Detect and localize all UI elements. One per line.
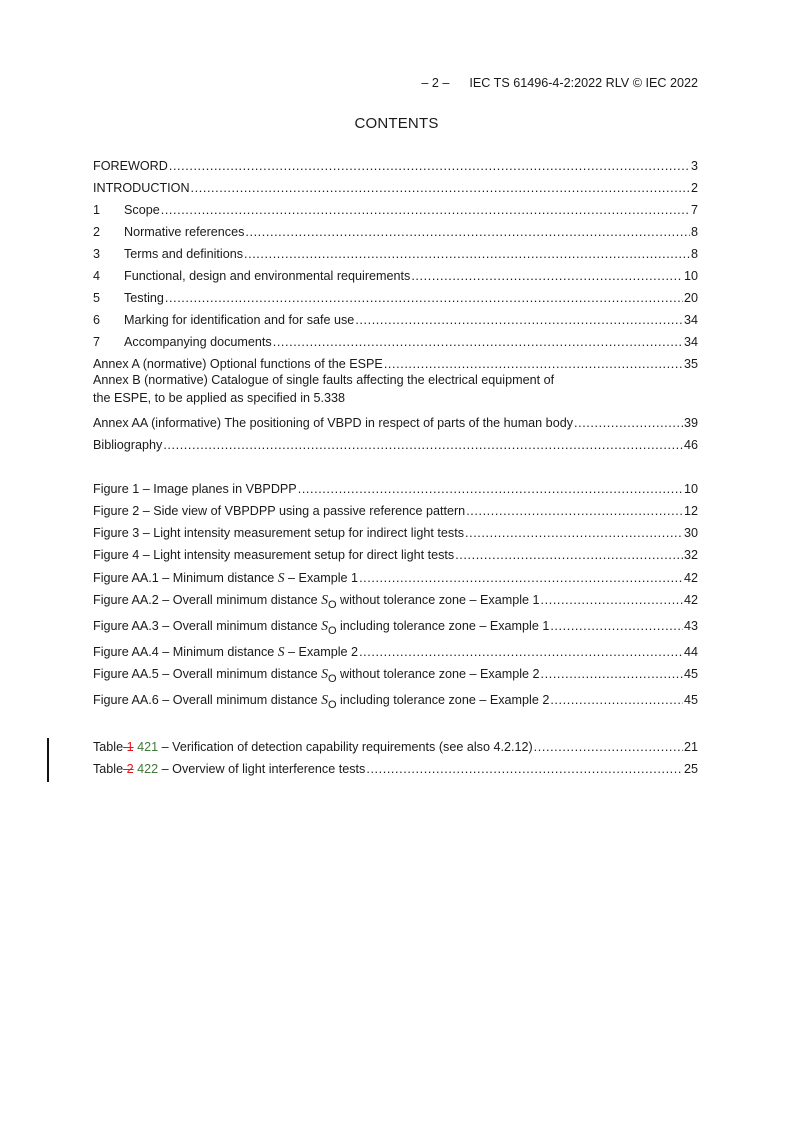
deleted-number: 1	[123, 740, 134, 754]
title-text: – Example 1	[284, 571, 359, 585]
page-ref: 8	[690, 247, 698, 261]
entry-title: Scope	[124, 203, 160, 217]
dot-leader	[534, 740, 683, 755]
title-text: – Overview of light interference tests	[158, 762, 366, 776]
page-ref: 3	[690, 159, 698, 173]
page-ref: 46	[683, 438, 698, 452]
page-ref: 42	[683, 593, 698, 607]
page-ref: 12	[683, 504, 698, 518]
dot-leader	[273, 335, 683, 350]
dot-leader	[411, 269, 683, 284]
figure-entry[interactable]	[93, 548, 698, 563]
title-text: Figure 1 – Image planes in VBPDPP	[93, 482, 297, 496]
page-ref: 38	[331, 391, 346, 405]
toc-entry[interactable]	[93, 438, 698, 453]
figure-entry[interactable]	[93, 618, 698, 635]
dot-leader	[455, 548, 683, 563]
page-ref: 7	[690, 203, 698, 217]
entry-title	[93, 666, 540, 683]
entry-title	[93, 504, 465, 519]
symbol-subscript: O	[327, 699, 337, 711]
toc-entry[interactable]	[93, 181, 698, 196]
figure-entry[interactable]	[93, 692, 698, 709]
title-text: Figure AA.6 – Overall minimum distance	[93, 693, 322, 707]
entry-title	[93, 644, 358, 660]
toc-entry[interactable]	[93, 159, 698, 174]
dot-leader	[163, 438, 683, 453]
dot-leader	[355, 313, 683, 328]
dot-leader	[161, 203, 690, 218]
clause-number: 2	[93, 225, 101, 239]
symbol: S	[321, 666, 328, 681]
clause-number: 1	[93, 203, 101, 217]
symbol-subscript: O	[327, 625, 337, 637]
title-text: without tolerance zone – Example 1	[336, 593, 540, 607]
dot-leader	[541, 593, 683, 608]
title-text: – Verification of detection capability requirements (see also 4.2.12)	[158, 740, 533, 754]
dot-leader	[359, 645, 683, 660]
dot-leader	[165, 291, 683, 306]
document-id: IEC TS 61496-4-2:2022 RLV © IEC 2022	[469, 76, 698, 90]
page-ref: 34	[683, 335, 698, 349]
page-ref: 10	[683, 269, 698, 283]
clause-number: 4	[93, 269, 101, 283]
clause-number: 6	[93, 313, 101, 327]
page-header	[421, 76, 698, 90]
table-word: Table	[93, 762, 124, 776]
page-ref: 2	[690, 181, 698, 195]
entry-title: Annex AA (informative) The positioning of VBPD in respect of parts of the human body	[93, 416, 573, 430]
toc-entry[interactable]	[93, 225, 698, 240]
clause-number: 7	[93, 335, 101, 349]
page-ref: 34	[683, 313, 698, 327]
symbol: S	[277, 570, 285, 585]
dot-leader	[550, 693, 683, 708]
dot-leader	[366, 762, 683, 777]
entry-title: Normative references	[124, 225, 245, 239]
toc-entry[interactable]	[93, 203, 698, 218]
inserted-number: 421	[133, 740, 159, 754]
toc-entry[interactable]	[93, 291, 698, 306]
page-number: – 2 –	[421, 76, 450, 90]
page-ref: 21	[683, 740, 698, 754]
title-text: Figure AA.3 – Overall minimum distance	[93, 619, 322, 633]
toc-entry[interactable]	[93, 335, 698, 350]
entry-title	[93, 618, 549, 635]
entry-title: Testing	[124, 291, 164, 305]
entry-title: INTRODUCTION	[93, 181, 190, 195]
clause-number: 3	[93, 247, 101, 261]
contents-title: CONTENTS	[354, 115, 439, 132]
page-ref: 25	[683, 762, 698, 776]
entry-title	[93, 526, 464, 541]
dot-leader	[574, 416, 683, 431]
entry-title	[93, 692, 549, 709]
entry-title	[93, 592, 540, 609]
title-text: including tolerance zone – Example 2	[336, 693, 550, 707]
figure-entry[interactable]	[93, 666, 698, 683]
dot-leader	[359, 571, 683, 586]
dot-leader	[465, 526, 683, 541]
figure-entry[interactable]	[93, 644, 698, 660]
entry-title: Accompanying documents	[124, 335, 272, 349]
title-text: Figure AA.2 – Overall minimum distance	[93, 593, 322, 607]
dot-leader	[244, 247, 690, 262]
symbol-subscript: O	[327, 599, 337, 611]
dot-leader	[298, 482, 683, 497]
entry-title	[93, 740, 533, 755]
dot-leader	[384, 357, 683, 372]
symbol: S	[321, 692, 328, 707]
figure-entry[interactable]	[93, 526, 698, 541]
entry-title	[93, 570, 358, 586]
title-text: Figure AA.4 – Minimum distance	[93, 645, 278, 659]
page-ref: 30	[683, 526, 698, 540]
dot-leader	[169, 159, 690, 174]
dot-leader	[466, 504, 683, 519]
symbol-subscript: O	[327, 673, 337, 685]
entry-title-line1: Annex B (normative) Catalogue of single faults affecting the electrical equipment of	[93, 373, 555, 387]
title-text: Figure 4 – Light intensity measurement setup for direct light tests	[93, 548, 455, 562]
dot-leader	[245, 225, 690, 240]
title-text: without tolerance zone – Example 2	[336, 667, 540, 681]
entry-title: FOREWORD	[93, 159, 168, 173]
toc-entry[interactable]	[93, 416, 698, 431]
page-ref: 45	[683, 667, 698, 681]
dot-leader	[191, 181, 690, 196]
title-text: Figure 2 – Side view of VBPDPP using a passive reference pattern	[93, 504, 466, 518]
page-ref: 35	[683, 357, 698, 371]
toc-entry[interactable]	[93, 357, 698, 372]
figure-entry[interactable]	[93, 504, 698, 519]
toc-entry[interactable]	[93, 313, 698, 328]
figure-entry[interactable]	[93, 482, 698, 497]
title-text: – Example 2	[284, 645, 359, 659]
entry-title-line2	[93, 389, 698, 407]
page-ref: 42	[683, 571, 698, 585]
entry-title: Marking for identification and for safe use	[124, 313, 355, 327]
deleted-number: 2	[123, 762, 134, 776]
page-ref: 45	[683, 693, 698, 707]
entry-title: Annex A (normative) Optional functions of the ESPE	[93, 357, 383, 371]
title-text: Figure AA.1 – Minimum distance	[93, 571, 278, 585]
entry-title: Functional, design and environmental requirements	[124, 269, 411, 283]
entry-title	[93, 548, 454, 563]
symbol: S	[277, 644, 285, 659]
entry-title	[93, 762, 365, 777]
inserted-number: 422	[133, 762, 159, 776]
toc-entry[interactable]	[93, 269, 698, 284]
clause-number: 5	[93, 291, 101, 305]
toc-entry[interactable]	[93, 247, 698, 262]
entry-title: Terms and definitions	[124, 247, 244, 261]
figure-entry[interactable]	[93, 592, 698, 609]
table-word: Table	[93, 740, 124, 754]
page-ref: 44	[683, 645, 698, 659]
page-ref: 43	[683, 619, 698, 633]
table-entry[interactable]	[93, 762, 698, 777]
entry-title	[93, 482, 297, 497]
title-text: Figure 3 – Light intensity measurement setup for indirect light tests	[93, 526, 464, 540]
page-ref: 39	[683, 416, 698, 430]
page-ref: 8	[690, 225, 698, 239]
dot-leader	[541, 667, 683, 682]
toc-entry[interactable]	[93, 371, 698, 407]
symbol: S	[321, 618, 328, 633]
page-ref: 32	[683, 548, 698, 562]
change-bar	[47, 738, 49, 782]
title-text: Figure AA.5 – Overall minimum distance	[93, 667, 322, 681]
dot-leader	[550, 619, 683, 634]
title-text: including tolerance zone – Example 1	[336, 619, 550, 633]
entry-title: the ESPE, to be applied as specified in 5.3	[93, 391, 332, 405]
page-ref: 20	[683, 291, 698, 305]
entry-title: Bibliography	[93, 438, 163, 452]
table-entry[interactable]	[93, 740, 698, 755]
figure-entry[interactable]	[93, 570, 698, 586]
page-ref: 10	[683, 482, 698, 496]
symbol: S	[321, 592, 328, 607]
